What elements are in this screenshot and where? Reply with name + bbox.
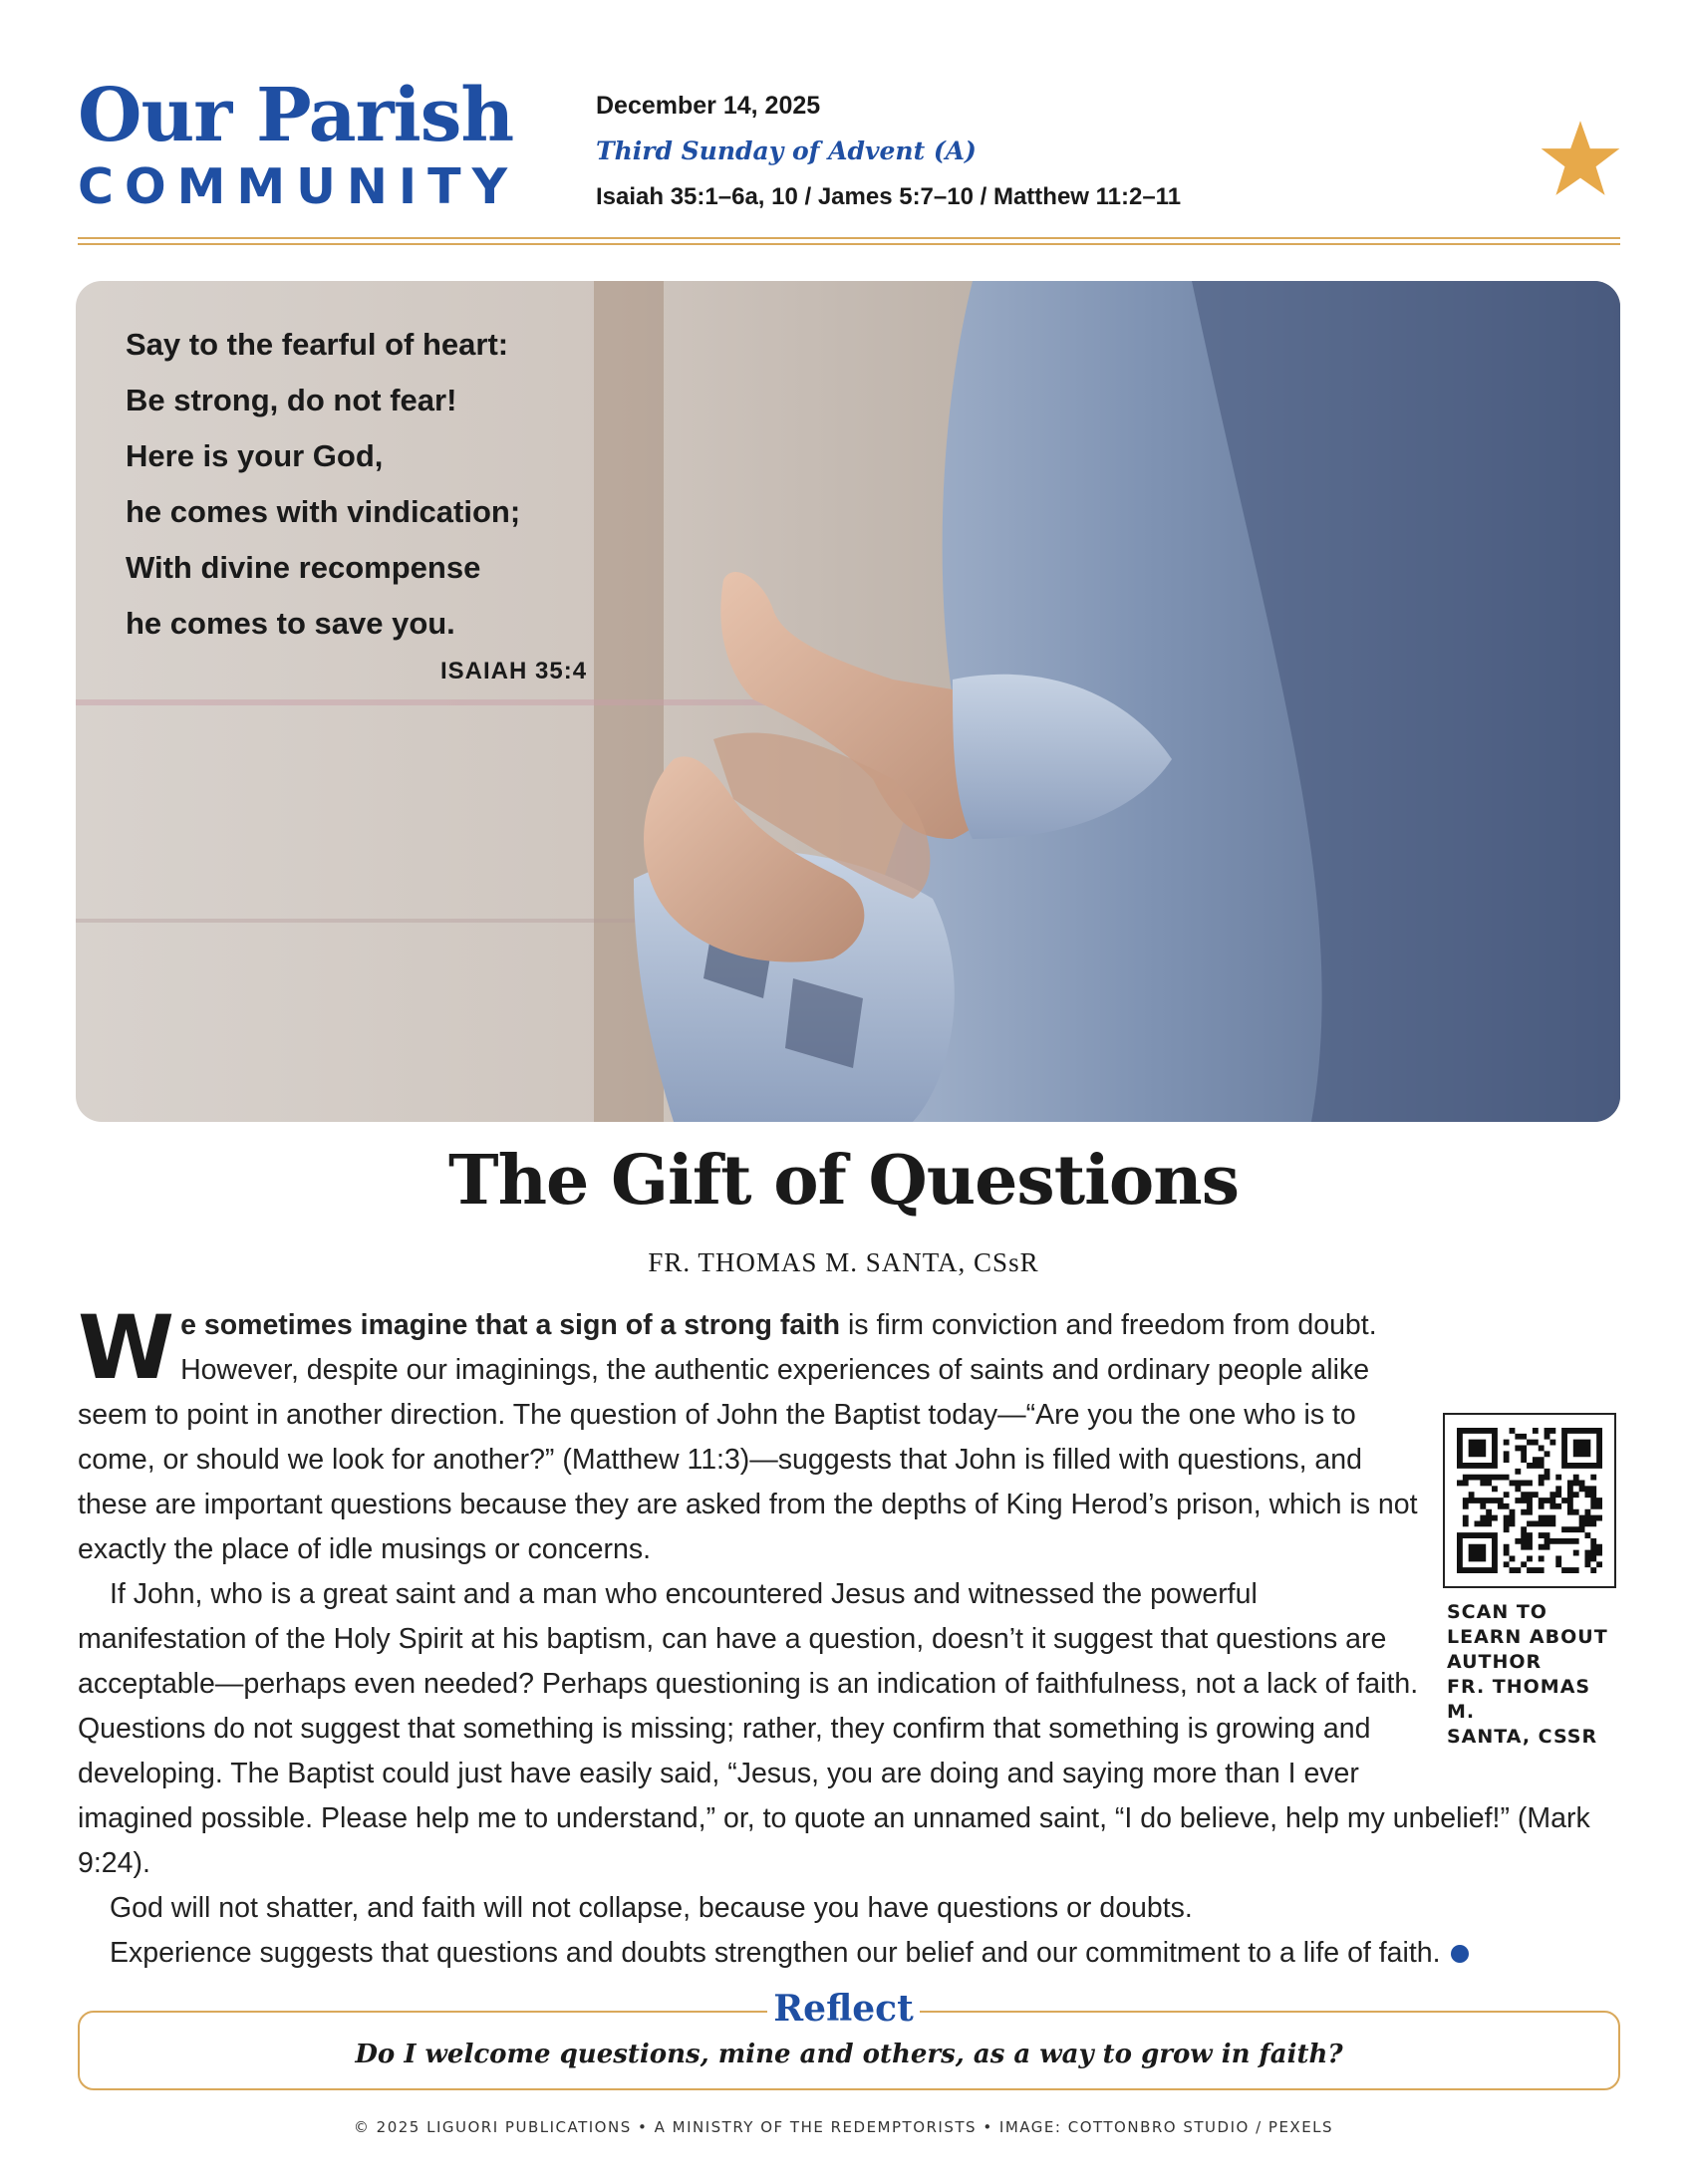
lead-in: e sometimes imagine that a sign of a strong faith xyxy=(180,1309,841,1341)
qr-caption-line: SCAN TO xyxy=(1447,1601,1547,1623)
reflect-heading xyxy=(0,1986,1687,2032)
quote-line: Be strong, do not fear! xyxy=(126,383,457,417)
scripture-readings: Isaiah 35:1–6a, 10 / James 5:7–10 / Matthew 11:2–11 xyxy=(596,183,1182,210)
issue-date: December 14, 2025 xyxy=(596,92,821,120)
paragraph-4-text: Experience suggests that questions and doubts strengthen our belief and our commitment to a life of faith. xyxy=(110,1937,1441,1969)
masthead-logo xyxy=(78,72,566,217)
masthead-title: Our Parish xyxy=(78,73,514,158)
scripture-quote xyxy=(126,317,644,652)
header-rule-top xyxy=(78,237,1620,239)
quote-line: he comes to save you. xyxy=(126,606,455,641)
footer-credits: © 2025 LIGUORI PUBLICATIONS • A MINISTRY OF THE REDEMPTORISTS • IMAGE: COTTONBRO STUDIO / PEXELS xyxy=(353,2118,1334,2136)
quote-citation: ISAIAH 35:4 xyxy=(440,658,588,684)
star-icon xyxy=(1540,118,1621,199)
article-title: The Gift of Questions xyxy=(447,1141,1240,1221)
header-rule-bottom xyxy=(78,243,1620,245)
qr-code-graphic xyxy=(1457,1427,1602,1574)
reflect-label: Reflect xyxy=(767,1986,919,2032)
paragraph-2: If John, who is a great saint and a man who encountered Jesus and witnessed the powerful manifestation of the Holy Spirit at his baptism, can have a question, doesn’t it suggest that questions are acceptable—perhaps even needed? Perhaps questioning is an indication of faithfulness, not a lack of faith. Questions do not suggest that something is missing; rather, they confirm that something is growing and developing. The Baptist could just have easily said, “Jesus, you are doing and saying more than I ever imagined possible. Please help me to understand,” or, to quote an unnamed saint, “I do believe, help my unbelief!” (Mark 9:24). xyxy=(78,1578,1590,1879)
quote-line: With divine recompense xyxy=(126,550,481,585)
qr-caption-line: FR. THOMAS M. xyxy=(1447,1676,1591,1723)
qr-caption-line: SANTA, CSSR xyxy=(1447,1726,1598,1748)
qr-caption-line: AUTHOR xyxy=(1447,1651,1543,1673)
qr-caption-line: LEARN ABOUT xyxy=(1447,1626,1608,1648)
masthead-subtitle: COMMUNITY xyxy=(78,158,519,215)
reflect-question: Do I welcome questions, mine and others, as a way to grow in faith? xyxy=(355,2040,1343,2069)
quote-line: he comes with vindication; xyxy=(126,494,521,529)
paragraph-3: God will not shatter, and faith will not collapse, because you have questions or doubts. xyxy=(110,1892,1193,1924)
quote-line: Here is your God, xyxy=(126,438,384,473)
liturgical-day: Third Sunday of Advent (A) xyxy=(596,136,977,165)
quote-line: Say to the fearful of heart: xyxy=(126,327,509,362)
paragraph-1 xyxy=(78,1296,1622,1572)
qr-code-icon[interactable] xyxy=(1443,1413,1616,1588)
qr-panel[interactable] xyxy=(1443,1413,1622,1774)
qr-caption xyxy=(1447,1600,1622,1750)
issue-info xyxy=(596,86,1393,217)
article-byline: FR. THOMAS M. SANTA, CSsR xyxy=(648,1247,1039,1277)
end-dot-icon xyxy=(1451,1945,1469,1963)
drop-cap: W xyxy=(78,1296,175,1399)
article-body xyxy=(78,1296,1622,1976)
paragraph-4 xyxy=(78,1931,1622,1976)
paragraph-1-text: is firm conviction and freedom from doubt. However, despite our imaginings, the authentic experiences of saints and ordinary people alike seem to point in another direction. The question of John the Baptist today—“Are you the one who is to come, or should we look for another?” (Matthew 11:3)—suggests that John is filled with questions, and these are important questions because they are asked from the depths of King Herod’s prison, which is not exactly the place of idle musings or concerns. xyxy=(78,1309,1418,1565)
